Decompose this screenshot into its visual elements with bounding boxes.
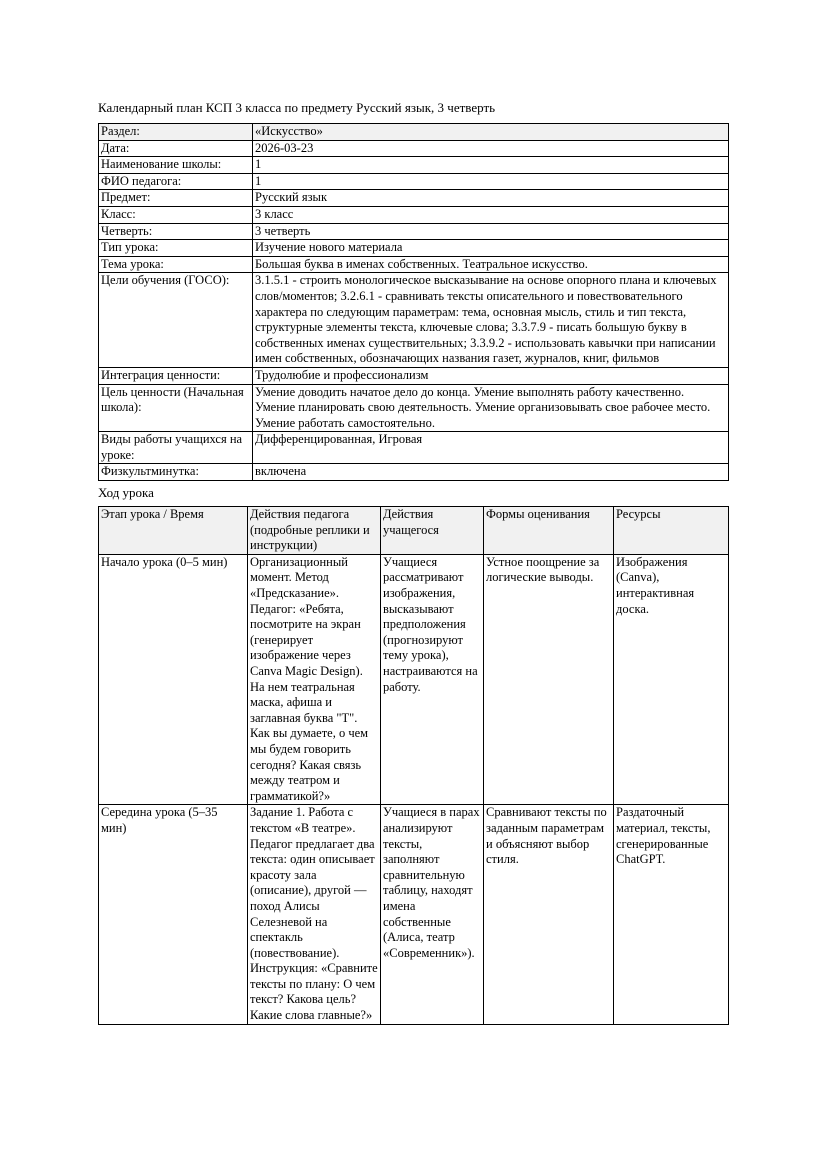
row-value: Изучение нового материала: [253, 240, 729, 257]
cell-resources: Изображения (Canva), интерактивная доска.: [614, 554, 729, 805]
row-value: 1: [253, 173, 729, 190]
row-value: Умение доводить начатое дело до конца. Умение выполнять работу качественно. Умение планировать свою деятельность. Умение организовывать свое рабочее место. Умение работать самостоятельно.: [253, 384, 729, 432]
info-row-lesson-topic: [99, 256, 729, 273]
col-header-stage: Этап урока / Время: [99, 507, 248, 555]
row-value: «Искусство»: [253, 124, 729, 141]
row-label: Наименование школы:: [99, 157, 253, 174]
row-label: Тип урока:: [99, 240, 253, 257]
cell-assessment: Сравнивают тексты по заданным параметрам и объясняют выбор стиля.: [484, 805, 614, 1024]
lesson-info-table: [98, 123, 729, 481]
row-value: включена: [253, 464, 729, 481]
col-header-student-actions: Действия учащегося: [381, 507, 484, 555]
cell-assessment: Устное поощрение за логические выводы.: [484, 554, 614, 805]
row-value: Дифференцированная, Игровая: [253, 432, 729, 464]
row-label: Раздел:: [99, 124, 253, 141]
row-value: 3 класс: [253, 206, 729, 223]
document-content: [98, 100, 728, 1025]
cell-stage: Начало урока (0–5 мин): [99, 554, 248, 805]
cell-student-actions: Учащиеся в парах анализируют тексты, заполняют сравнительную таблицу, находят имена собственные (Алиса, театр «Современник»).: [381, 805, 484, 1024]
row-label: Физкультминутка:: [99, 464, 253, 481]
info-row-section: [99, 124, 729, 141]
info-row-teacher-name: [99, 173, 729, 190]
row-value: Русский язык: [253, 190, 729, 207]
row-label: Цель ценности (Начальная школа):: [99, 384, 253, 432]
row-value: Большая буква в именах собственных. Театральное искусство.: [253, 256, 729, 273]
cell-stage: Середина урока (5–35 мин): [99, 805, 248, 1024]
row-label: ФИО педагога:: [99, 173, 253, 190]
row-label: Предмет:: [99, 190, 253, 207]
cell-student-actions: Учащиеся рассматривают изображения, высказывают предположения (прогнозируют тему урока), настраиваются на работу.: [381, 554, 484, 805]
col-header-teacher-actions: Действия педагога (подробные реплики и инструкции): [248, 507, 381, 555]
row-label: Цели обучения (ГОСО):: [99, 273, 253, 368]
flow-row-lesson-start: [99, 554, 729, 805]
info-row-lesson-type: [99, 240, 729, 257]
cell-teacher-actions: Организационный момент. Метод «Предсказание». Педагог: «Ребята, посмотрите на экран (генерирует изображение через Canva Magic Design). На нем театральная маска, афиша и заглавная буква "Т". Как вы думаете, о чем мы будем говорить сегодня? Какая связь между театром и грамматикой?»: [248, 554, 381, 805]
info-row-subject: [99, 190, 729, 207]
flow-section-label: Ход урока: [98, 485, 154, 501]
row-label: Четверть:: [99, 223, 253, 240]
flow-row-lesson-middle: [99, 805, 729, 1024]
info-row-school-name: [99, 157, 729, 174]
info-row-work-types: [99, 432, 729, 464]
cell-teacher-actions: Задание 1. Работа с текстом «В театре». Педагог предлагает два текста: один описывает красоту зала (описание), другой — поход Алисы Селезневой на спектакль (повествование). Инструкция: «Сравните тексты по плану: О чем текст? Какова цель? Какие слова главные?»: [248, 805, 381, 1024]
row-value: 3.1.5.1 - строить монологическое высказывание на основе опорного плана и ключевых слов/моментов; 3.2.6.1 - сравнивать тексты описательного и повествовательного характера по следующим параметрам: тема, основная мысль, стиль и тип текста, структурные элементы текста, ключевые слова; 3.3.7.9 - писать большую букву в собственных именах существительных; 3.3.9.2 - использовать кавычки при написании имен собственных, обозначающих названия газет, журналов, книг, фильмов: [253, 273, 729, 368]
row-label: Виды работы учащихся на уроке:: [99, 432, 253, 464]
row-value: 2026-03-23: [253, 140, 729, 157]
col-header-resources: Ресурсы: [614, 507, 729, 555]
info-row-values-goal: [99, 384, 729, 432]
info-row-values-integration: [99, 367, 729, 384]
flow-header-row: [99, 507, 729, 555]
row-value: Трудолюбие и профессионализм: [253, 367, 729, 384]
document-title: Календарный план КСП 3 класса по предмету Русский язык, 3 четверть: [98, 100, 496, 115]
row-label: Класс:: [99, 206, 253, 223]
info-row-quarter: [99, 223, 729, 240]
info-row-grade: [99, 206, 729, 223]
row-value: 3 четверть: [253, 223, 729, 240]
row-label: Тема урока:: [99, 256, 253, 273]
info-row-phys-minute: [99, 464, 729, 481]
row-label: Интеграция ценности:: [99, 367, 253, 384]
cell-resources: Раздаточный материал, тексты, сгенерированные ChatGPT.: [614, 805, 729, 1024]
info-row-date: [99, 140, 729, 157]
row-label: Дата:: [99, 140, 253, 157]
lesson-flow-table: [98, 506, 729, 1025]
row-value: 1: [253, 157, 729, 174]
col-header-assessment: Формы оценивания: [484, 507, 614, 555]
info-row-learning-objectives: [99, 273, 729, 368]
